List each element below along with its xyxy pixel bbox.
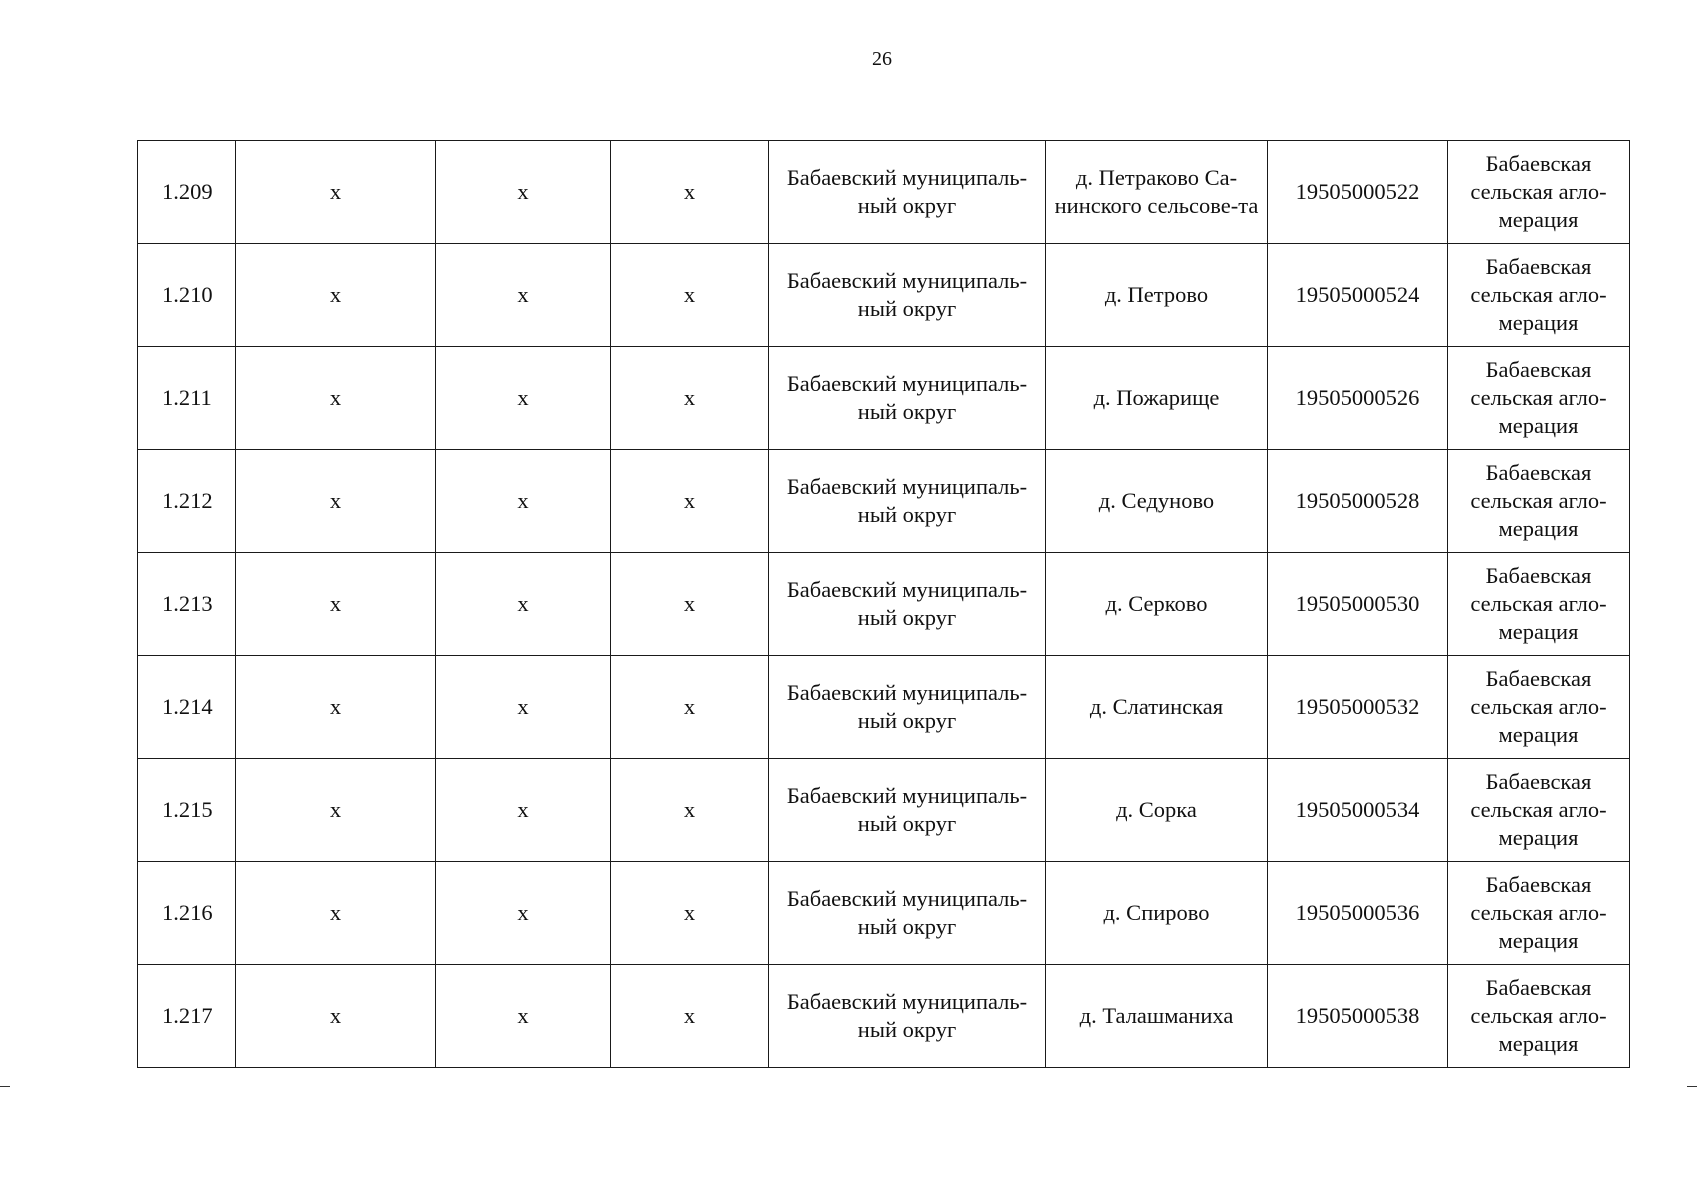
row-number: 1.212	[138, 450, 236, 553]
table-row	[138, 759, 1630, 862]
left-margin-mark	[0, 1086, 10, 1087]
cell-x: x	[436, 656, 611, 759]
cell-x: x	[236, 141, 436, 244]
district-cell: Бабаевский муниципаль-ный округ	[769, 759, 1046, 862]
district-cell: Бабаевский муниципаль-ный округ	[769, 141, 1046, 244]
settlements-table	[137, 140, 1630, 1068]
cell-x: x	[611, 450, 769, 553]
page-number: 26	[872, 48, 892, 70]
code-cell: 19505000522	[1268, 141, 1448, 244]
cell-x: x	[611, 244, 769, 347]
agglomeration-cell: Бабаевская сельская агло-мерация	[1448, 553, 1630, 656]
row-number: 1.213	[138, 553, 236, 656]
table-row	[138, 450, 1630, 553]
agglomeration-cell: Бабаевская сельская агло-мерация	[1448, 759, 1630, 862]
code-cell: 19505000528	[1268, 450, 1448, 553]
cell-x: x	[611, 862, 769, 965]
settlement-cell: д. Петрово	[1046, 244, 1268, 347]
table-row	[138, 862, 1630, 965]
agglomeration-cell: Бабаевская сельская агло-мерация	[1448, 656, 1630, 759]
cell-x: x	[436, 141, 611, 244]
table-row	[138, 244, 1630, 347]
agglomeration-cell: Бабаевская сельская агло-мерация	[1448, 347, 1630, 450]
cell-x: x	[436, 862, 611, 965]
row-number: 1.211	[138, 347, 236, 450]
row-number: 1.215	[138, 759, 236, 862]
district-cell: Бабаевский муниципаль-ный округ	[769, 347, 1046, 450]
row-number: 1.209	[138, 141, 236, 244]
cell-x: x	[236, 656, 436, 759]
cell-x: x	[236, 347, 436, 450]
cell-x: x	[436, 450, 611, 553]
row-number: 1.214	[138, 656, 236, 759]
cell-x: x	[236, 244, 436, 347]
code-cell: 19505000526	[1268, 347, 1448, 450]
settlement-cell: д. Талашманиха	[1046, 965, 1268, 1068]
cell-x: x	[611, 553, 769, 656]
cell-x: x	[436, 759, 611, 862]
cell-x: x	[436, 244, 611, 347]
settlement-cell: д. Сорка	[1046, 759, 1268, 862]
right-margin-mark	[1687, 1086, 1697, 1087]
cell-x: x	[611, 965, 769, 1068]
district-cell: Бабаевский муниципаль-ный округ	[769, 244, 1046, 347]
row-number: 1.217	[138, 965, 236, 1068]
code-cell: 19505000532	[1268, 656, 1448, 759]
agglomeration-cell: Бабаевская сельская агло-мерация	[1448, 965, 1630, 1068]
district-cell: Бабаевский муниципаль-ный округ	[769, 656, 1046, 759]
cell-x: x	[436, 965, 611, 1068]
cell-x: x	[611, 656, 769, 759]
district-cell: Бабаевский муниципаль-ный округ	[769, 862, 1046, 965]
agglomeration-cell: Бабаевская сельская агло-мерация	[1448, 862, 1630, 965]
code-cell: 19505000534	[1268, 759, 1448, 862]
cell-x: x	[236, 759, 436, 862]
cell-x: x	[611, 141, 769, 244]
cell-x: x	[236, 862, 436, 965]
settlement-cell: д. Спирово	[1046, 862, 1268, 965]
district-cell: Бабаевский муниципаль-ный округ	[769, 553, 1046, 656]
agglomeration-cell: Бабаевская сельская агло-мерация	[1448, 450, 1630, 553]
cell-x: x	[436, 553, 611, 656]
table-row	[138, 141, 1630, 244]
table-row	[138, 553, 1630, 656]
settlement-cell: д. Серково	[1046, 553, 1268, 656]
row-number: 1.216	[138, 862, 236, 965]
district-cell: Бабаевский муниципаль-ный округ	[769, 965, 1046, 1068]
code-cell: 19505000524	[1268, 244, 1448, 347]
code-cell: 19505000530	[1268, 553, 1448, 656]
code-cell: 19505000536	[1268, 862, 1448, 965]
cell-x: x	[236, 553, 436, 656]
table-row	[138, 347, 1630, 450]
cell-x: x	[611, 759, 769, 862]
code-cell: 19505000538	[1268, 965, 1448, 1068]
settlement-cell: д. Пожарище	[1046, 347, 1268, 450]
district-cell: Бабаевский муниципаль-ный округ	[769, 450, 1046, 553]
table-row	[138, 965, 1630, 1068]
cell-x: x	[436, 347, 611, 450]
row-number: 1.210	[138, 244, 236, 347]
settlement-cell: д. Петраково Са-нинского сельсове-та	[1046, 141, 1268, 244]
agglomeration-cell: Бабаевская сельская агло-мерация	[1448, 141, 1630, 244]
agglomeration-cell: Бабаевская сельская агло-мерация	[1448, 244, 1630, 347]
settlement-cell: д. Седуново	[1046, 450, 1268, 553]
settlement-cell: д. Слатинская	[1046, 656, 1268, 759]
cell-x: x	[236, 965, 436, 1068]
cell-x: x	[236, 450, 436, 553]
table-row	[138, 656, 1630, 759]
cell-x: x	[611, 347, 769, 450]
